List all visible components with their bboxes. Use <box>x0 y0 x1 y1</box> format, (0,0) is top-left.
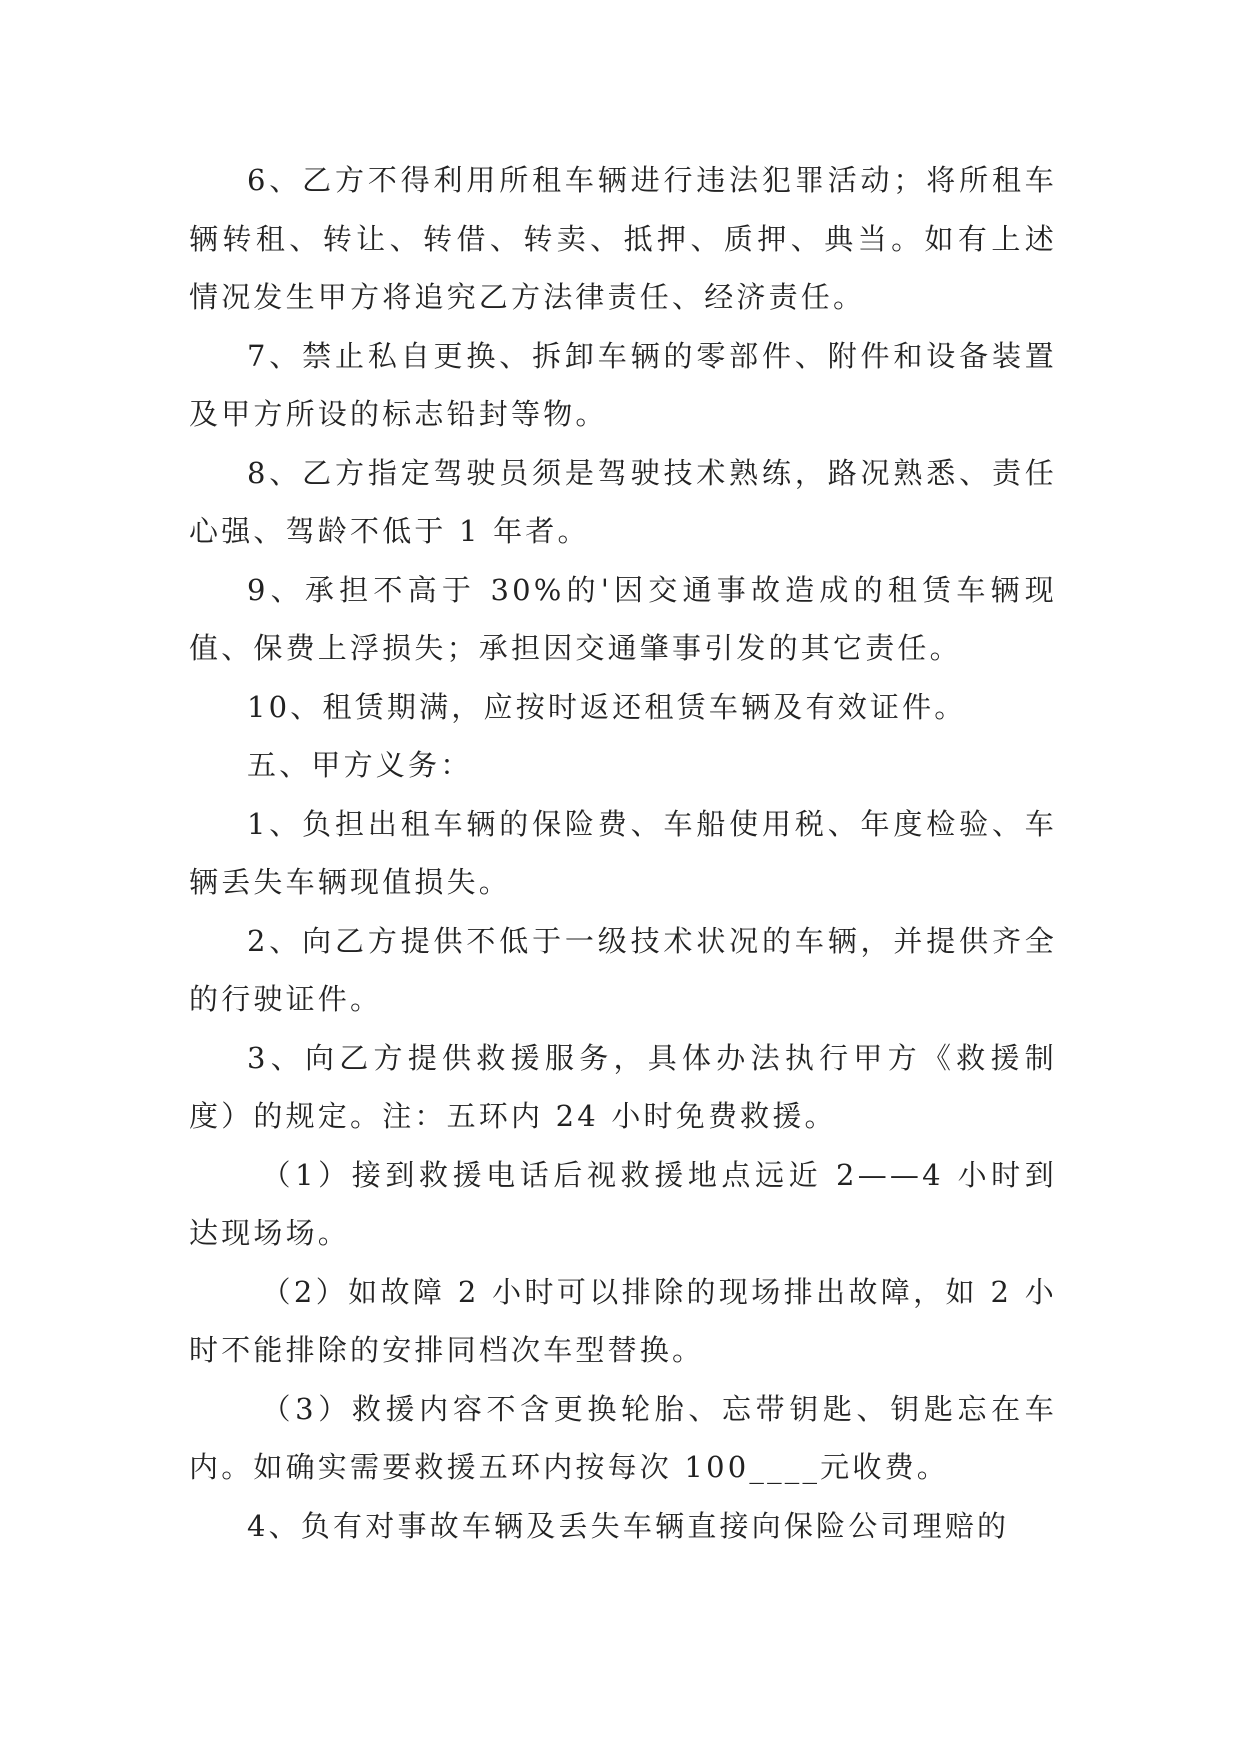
obligation-3-item-1: （1）接到救援电话后视救援地点远近 2——4 小时到达现场场。 <box>189 1157 1057 1250</box>
document-body <box>189 151 1057 1555</box>
obligation-3-item-3: （3）救援内容不含更换轮胎、忘带钥匙、钥匙忘在车内。如确实需要救援五环内按每次 100____元收费。 <box>189 1391 1057 1484</box>
obligation-2: 2、向乙方提供不低于一级技术状况的车辆，并提供齐全的行驶证件。 <box>189 923 1057 1016</box>
obligation-4: 4、负有对事故车辆及丢失车辆直接向保险公司理赔的 <box>247 1508 1010 1543</box>
section-heading-party-a-obligations: 五、甲方义务： <box>247 748 473 782</box>
clause-10: 10、租赁期满，应按时返还租赁车辆及有效证件。 <box>247 689 967 724</box>
clause-6: 6、乙方不得利用所租车辆进行违法犯罪活动；将所租车辆转租、转让、转借、转卖、抵押、质押、典当。如有上述情况发生甲方将追究乙方法律责任、经济责任。 <box>189 163 1057 314</box>
obligation-3: 3、向乙方提供救援服务，具体办法执行甲方《救援制度）的规定。注：五环内 24 小时免费救援。 <box>189 1040 1057 1133</box>
obligation-3-item-2: （2）如故障 2 小时可以排除的现场排出故障，如 2 小时不能排除的安排同档次车型替换。 <box>189 1274 1057 1367</box>
clause-9: 9、承担不高于 30%的'因交通事故造成的租赁车辆现值、保费上浮损失；承担因交通肇事引发的其它责任。 <box>189 572 1057 665</box>
clause-8: 8、乙方指定驾驶员须是驾驶技术熟练，路况熟悉、责任心强、驾龄不低于 1 年者。 <box>189 455 1057 548</box>
clause-7: 7、禁止私自更换、拆卸车辆的零部件、附件和设备装置及甲方所设的标志铅封等物。 <box>189 338 1057 431</box>
obligation-1: 1、负担出租车辆的保险费、车船使用税、年度检验、车辆丢失车辆现值损失。 <box>189 806 1057 899</box>
